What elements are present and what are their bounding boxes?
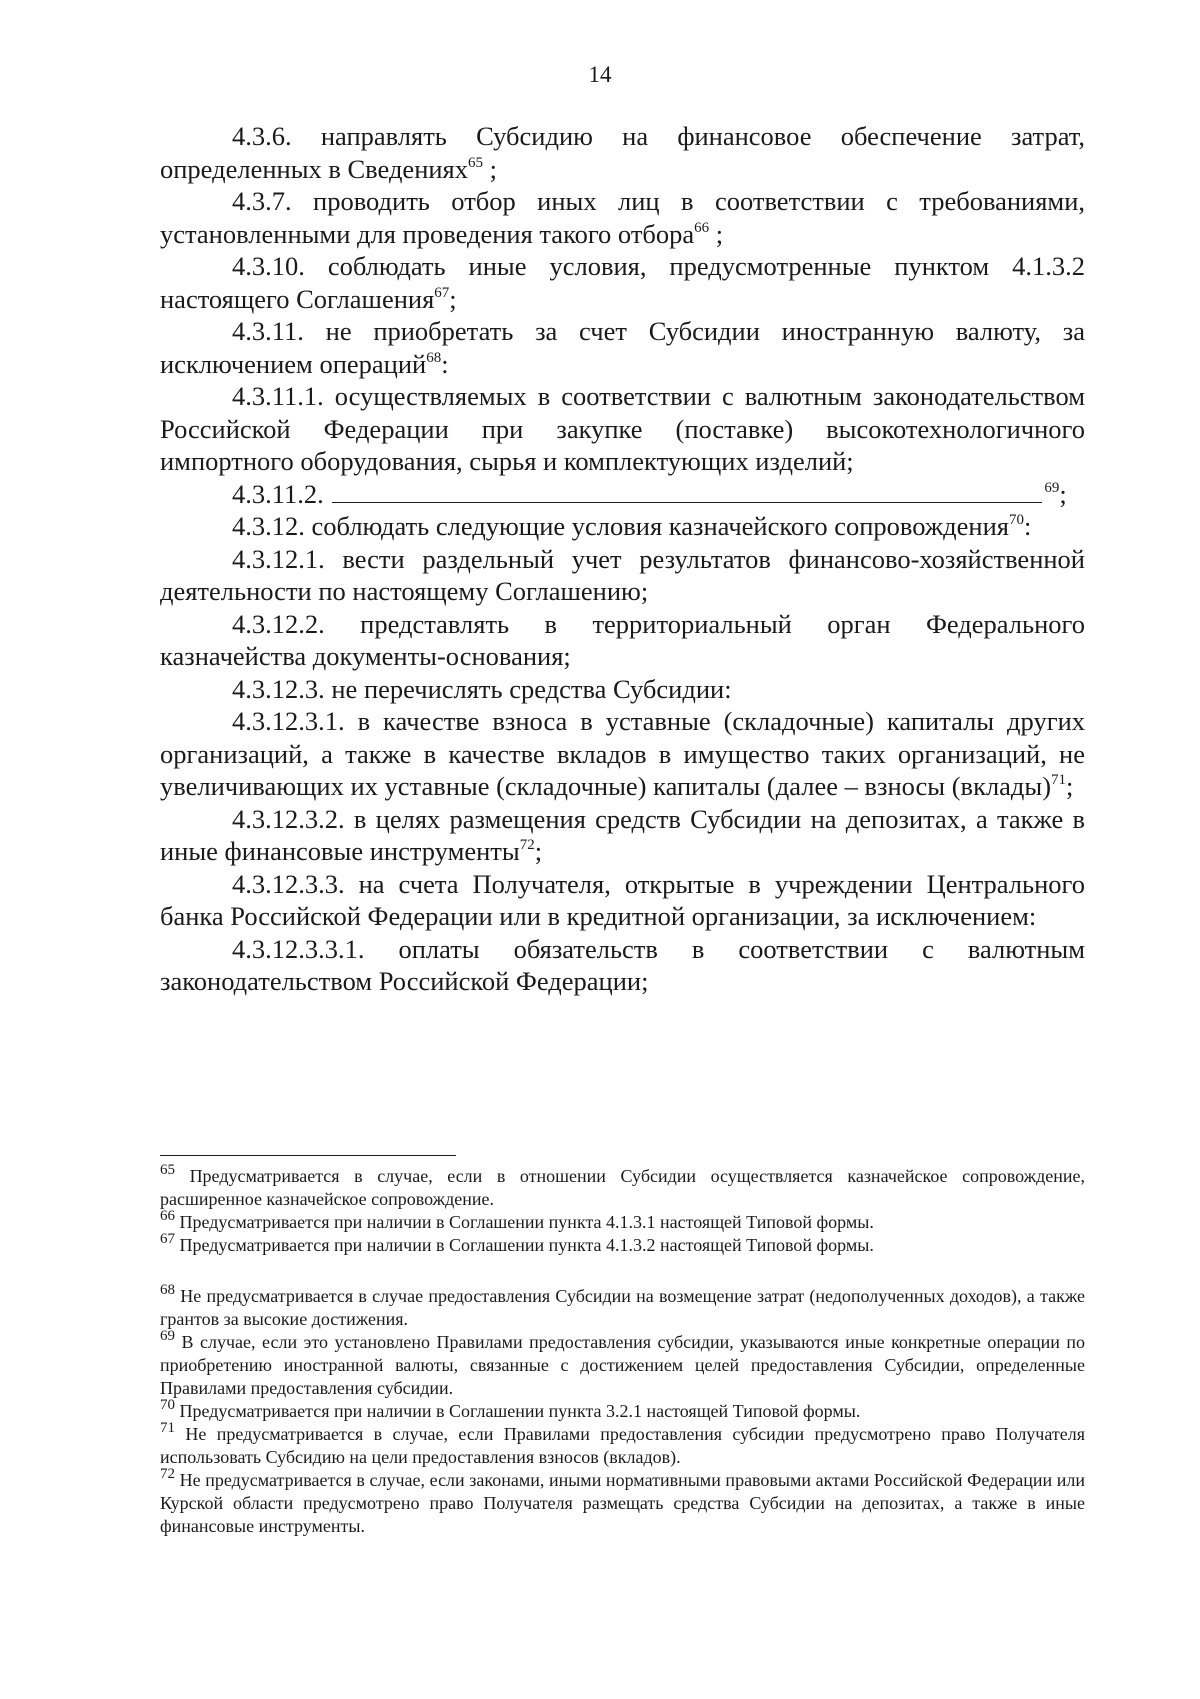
clause-4-3-12-3-3-1: [160, 933, 1085, 998]
clause-tail: ;: [1059, 478, 1067, 509]
footnote-number: 70: [160, 1397, 175, 1413]
page-number: 14: [588, 62, 612, 87]
footnote-65: [160, 1162, 1085, 1211]
clause-tail: ;: [1066, 771, 1074, 801]
footnotes: [160, 1162, 1086, 1538]
clause-tail: ;: [449, 283, 457, 314]
footnote-number: 69: [160, 1328, 175, 1344]
footnote-68: [160, 1282, 1086, 1331]
footnote-72: [160, 1466, 1086, 1538]
footnote-69: [160, 1328, 1086, 1400]
document-body: [160, 120, 1085, 998]
clause-tail: :: [1023, 511, 1032, 541]
footnote-text: Предусматривается при наличии в Соглашении пункта 4.1.3.1 настоящей Типовой формы.: [179, 1212, 874, 1232]
footnote-number: 67: [160, 1231, 175, 1247]
clause-text: 4.3.11. не приобретать за счет Субсидии иностранную валюту, за исключением операций: [160, 316, 1085, 379]
clause-4-3-12-1: [160, 543, 1085, 608]
clause-text: 4.3.12. соблюдать следующие условия казначейского сопровождения: [232, 511, 1009, 541]
clause-4-3-11-1: [160, 380, 1085, 478]
footnote-70: [160, 1397, 1085, 1423]
clause-4-3-11: [160, 315, 1085, 380]
footnote-ref: 67: [434, 284, 450, 301]
clause-4-3-7: [160, 185, 1085, 250]
clause-4-3-12-3-2: [160, 803, 1085, 868]
fill-in-blank-line: [332, 480, 1042, 503]
footnote-ref: 70: [1008, 512, 1024, 528]
clause-4-3-10: [160, 250, 1085, 315]
footnote-text: Предусматривается при наличии в Соглашении пункта 4.1.3.2 настоящей Типовой формы.: [179, 1235, 874, 1255]
clause-text: 4.3.12.3.2. в целях размещения средств Субсидии на депозитах, а также в иные финансовые инструменты: [160, 803, 1085, 866]
footnote-66: [160, 1208, 1085, 1234]
footnote-gap: [160, 1257, 1085, 1285]
clause-text: 4.3.12.3. не перечислять средства Субсидии:: [232, 673, 732, 704]
clause-text: 4.3.12.3.1. в качестве взноса в уставные (складочные) капиталы других организаций, а также в качестве вкладов в имущество таких организаций, не увеличивающих их уставные (складочные) капиталы (далее – взносы (вклады): [160, 706, 1085, 801]
clause-4-3-12-2: [160, 608, 1085, 673]
footnote-number: 72: [160, 1466, 175, 1482]
clause-tail: :: [441, 348, 449, 379]
clause-text: 4.3.11.2.: [232, 478, 324, 509]
clause-4-3-12: [160, 510, 1085, 543]
clause-text: 4.3.12.3.3.1. оплаты обязательств в соответствии с валютным законодательством Российской Федерации;: [160, 933, 1085, 996]
footnote-text: Предусматривается при наличии в Соглашении пункта 3.2.1 настоящей Типовой формы.: [179, 1401, 861, 1421]
footnote-number: 68: [160, 1282, 175, 1298]
clause-tail: ;: [483, 153, 497, 184]
clause-4-3-6: [160, 120, 1085, 185]
clause-text: 4.3.12.3.3. на счета Получателя, открытые в учреждении Центрального банка Российской Федерации или в кредитной организации, за исключением:: [160, 868, 1085, 931]
footnote-ref: 66: [694, 219, 710, 236]
clause-4-3-12-3-1: [160, 705, 1085, 803]
footnote-ref: 68: [426, 349, 442, 366]
clause-4-3-12-3: [160, 673, 1085, 706]
clause-tail: ;: [709, 218, 724, 249]
clause-text: 4.3.12.2. представлять в территориальный орган Федерального казначейства документы-основания;: [160, 608, 1085, 671]
clause-text: 4.3.12.1. вести раздельный учет результатов финансово-хозяйственной деятельности по настоящему Соглашению;: [160, 543, 1085, 606]
footnote-ref: 71: [1051, 772, 1067, 788]
clause-text: 4.3.10. соблюдать иные условия, предусмотренные пунктом 4.1.3.2 настоящего Соглашения: [160, 251, 1085, 314]
clause-4-3-12-3-3: [160, 868, 1085, 933]
clause-text: 4.3.7. проводить отбор иных лиц в соответствии с требованиями, установленными для проведения такого отбора: [160, 186, 1085, 249]
clause-tail: ;: [534, 836, 543, 866]
clause-text: 4.3.11.1. осуществляемых в соответствии с валютным законодательством Российской Федерации при закупке (поставке) высокотехнологичного импортного оборудования, сырья и комплектующих изделий;: [160, 381, 1085, 476]
footnote-number: 66: [160, 1208, 175, 1224]
footnote-number: 65: [160, 1162, 175, 1178]
footnote-text: Не предусматривается в случае, если законами, иными нормативными правовыми актами Российской Федерации или Курской области предусмотрено право Получателя размещать средства Субсидии на депозитах, а также в иные финансовые инструменты.: [160, 1470, 1086, 1536]
footnote-text: Предусматривается в случае, если в отношении Субсидии осуществляется казначейское сопровождение, расширенное казначейское сопровождение.: [160, 1166, 1085, 1209]
footnote-ref: 69: [1044, 479, 1060, 496]
footnote-71: [160, 1420, 1086, 1469]
footnote-67: [160, 1231, 1085, 1257]
clause-4-3-11-2: [160, 478, 1085, 511]
clause-text: 4.3.6. направлять Субсидию на финансовое обеспечение затрат, определенных в Сведениях: [160, 121, 1085, 184]
footnote-text: Не предусматривается в случае, если Правилами предоставления субсидии предусмотрено право Получателя использовать Субсидию на цели предоставления взносов (вкладов).: [160, 1424, 1086, 1467]
footnote-ref: 72: [519, 837, 535, 853]
footnote-ref: 65: [468, 154, 483, 171]
footnote-text: Не предусматривается в случае предоставления Субсидии на возмещение затрат (недополученных доходов), а также грантов за высокие достижения.: [160, 1286, 1086, 1329]
footnote-text: В случае, если это установлено Правилами предоставления субсидии, указываются иные конкретные операции по приобретению иностранной валюты, связанные с достижением целей предоставления Субсидии, определенные Правилами предоставления субсидии.: [160, 1332, 1086, 1398]
footnote-separator: [160, 1155, 456, 1156]
footnote-number: 71: [160, 1420, 175, 1436]
